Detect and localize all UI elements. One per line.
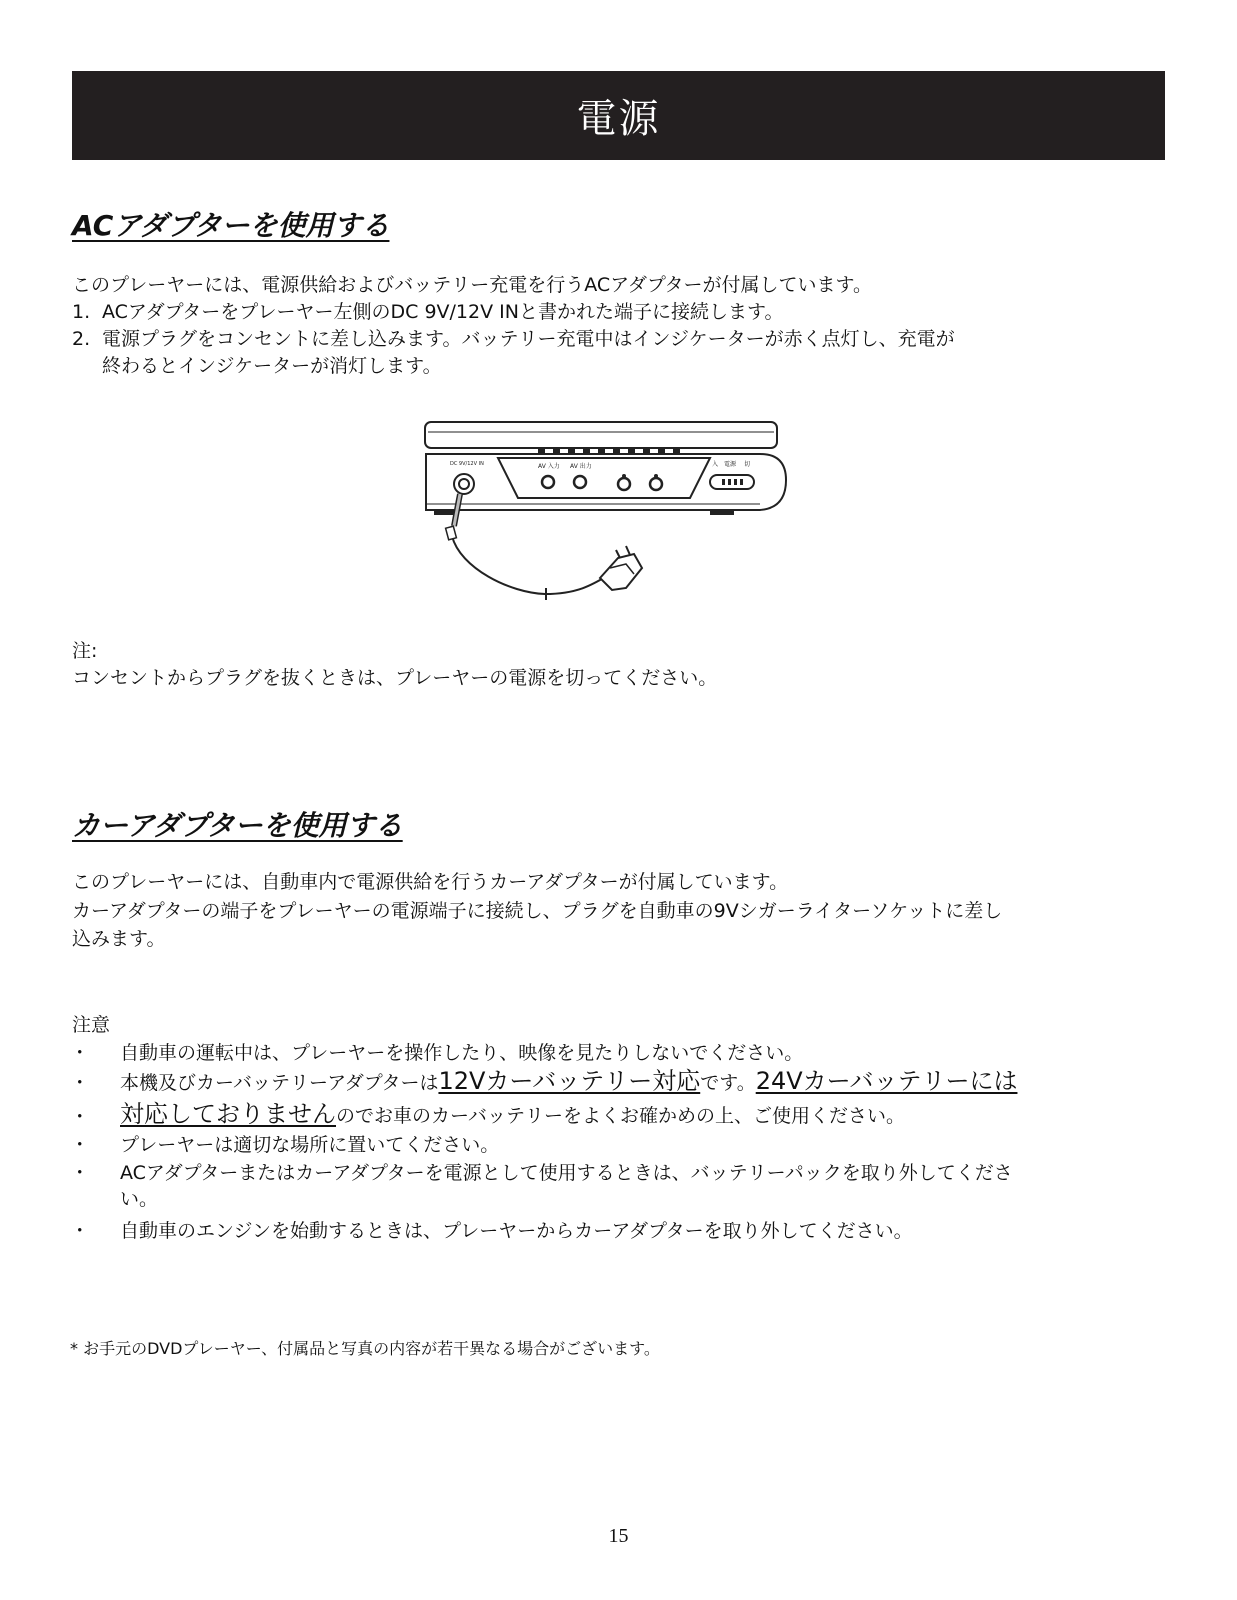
page-title-bar: [72, 71, 1165, 160]
caution-bullet-2: ･: [75, 1072, 85, 1094]
car-para-2-line-1: カーアダプターの端子をプレーヤーの電源端子に接続し、プラグを自動車の9Vシガーライターソケットに差し: [72, 900, 1003, 922]
switch-on-label: 入: [712, 461, 719, 468]
page-number: 15: [608, 1525, 629, 1547]
car-adapter-heading: カーアダプターを使用する: [72, 809, 403, 842]
caution-bullet-1: ･: [75, 1042, 85, 1064]
car-para-1: このプレーヤーには、自動車内で電源供給を行うカーアダプターが付属しています。: [72, 871, 789, 893]
caution-bullet-3: ･: [75, 1106, 85, 1128]
step-2-text: 電源プラグをコンセントに差し込みます。バッテリー充電中はインジケーターが赤く点灯し、充電が: [102, 328, 955, 350]
caution-item-2-not-supported: 対応しておりません: [120, 1100, 336, 1128]
ac-intro-text: このプレーヤーには、電源供給およびバッテリー充電を行うACアダプターが付属しています。: [72, 274, 872, 296]
caution-item-4-line-2: い。: [120, 1188, 159, 1210]
av-out-label: AV 出力: [570, 463, 592, 470]
page-title: 電源: [576, 96, 661, 142]
step-2-number: 2.: [72, 328, 91, 350]
caution-bullet-4: ･: [75, 1134, 85, 1156]
ac-note-text: コンセントからプラグを抜くときは、プレーヤーの電源を切ってください。: [72, 667, 718, 689]
caution-item-2-line-1: [120, 1068, 1017, 1096]
switch-label: 電源: [724, 461, 737, 468]
ac-note-label: 注:: [72, 640, 98, 662]
caution-item-2-12v: 12Vカーバッテリー対応: [438, 1067, 701, 1095]
dc-port-label: DC 9V/12V IN: [450, 461, 484, 467]
caution-bullet-6: ･: [75, 1220, 85, 1242]
caution-item-4-line-1: ACアダプターまたはカーアダプターを電源として使用するときは、バッテリーパックを取り外してくださ: [120, 1162, 1013, 1184]
caution-item-3: プレーヤーは適切な場所に置いてください。: [120, 1134, 500, 1156]
player-connection-illustration: [420, 418, 790, 608]
caution-item-2-line-2: [120, 1101, 905, 1129]
caution-item-2-part-c: です。: [700, 1072, 756, 1094]
switch-off-label: 切: [744, 461, 751, 468]
caution-item-2-part-f: のでお車のカーバッテリーをよくお確かめの上、ご使用ください。: [336, 1105, 906, 1127]
ac-adapter-heading: ACアダプターを使用する: [72, 209, 390, 242]
caution-item-2-24v: 24Vカーバッテリーには: [755, 1067, 1018, 1095]
caution-item-2-part-a: 本機及びカーバッテリーアダプターは: [120, 1072, 439, 1094]
caution-label: 注意: [72, 1014, 111, 1036]
step-1-text: ACアダプターをプレーヤー左側のDC 9V/12V INと書かれた端子に接続します。: [102, 301, 784, 323]
step-1-number: 1.: [72, 301, 91, 323]
av-in-label: AV 入力: [538, 463, 560, 470]
car-para-2-line-2: 込みます。: [72, 928, 166, 950]
caution-item-1: 自動車の運転中は、プレーヤーを操作したり、映像を見たりしないでください。: [120, 1042, 804, 1064]
caution-bullet-5: ･: [75, 1162, 85, 1184]
step-2-continuation: 終わるとインジケーターが消灯します。: [102, 355, 442, 377]
caution-item-5: 自動車のエンジンを始動するときは、プレーヤーからカーアダプターを取り外してください。: [120, 1220, 913, 1242]
footer-note: * お手元のDVDプレーヤー、付属品と写真の内容が若干異なる場合がございます。: [70, 1339, 660, 1358]
